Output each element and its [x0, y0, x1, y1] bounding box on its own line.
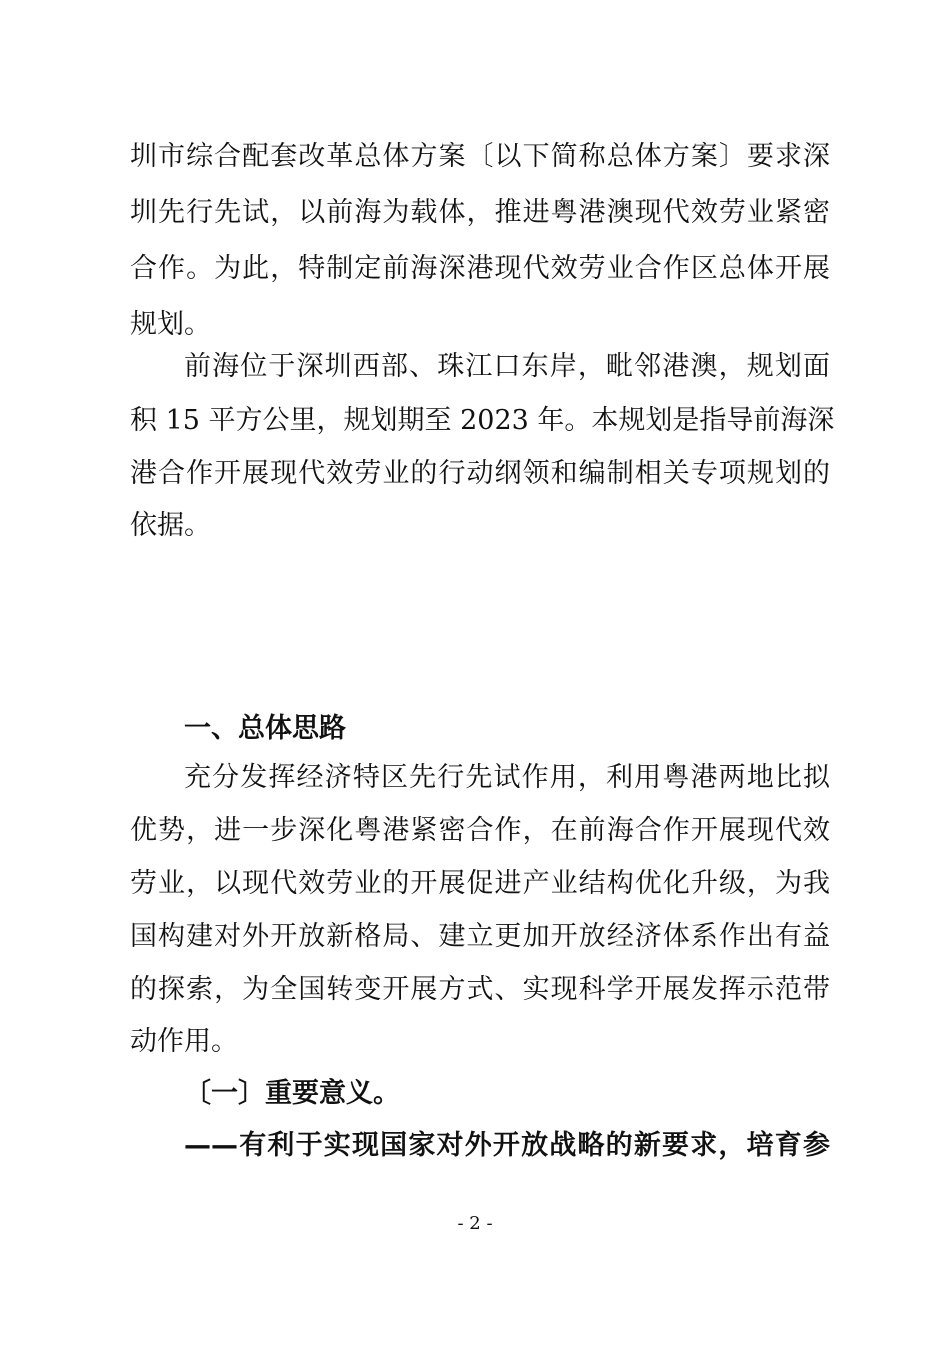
paragraph-line: 港合作开展现代效劳业的行动纲领和编制相关专项规划的	[130, 458, 830, 489]
paragraph-line: 动作用。	[130, 1026, 238, 1057]
paragraph-line: 圳先行先试，以前海为载体，推进粤港澳现代效劳业紧密	[130, 197, 830, 228]
bold-paragraph-line: ——有利于实现国家对外开放战略的新要求，培育参	[184, 1130, 830, 1161]
paragraph-line: 积 15 平方公里，规划期至 2023 年。本规划是指导前海深	[130, 405, 835, 436]
paragraph-line: 依据。	[130, 510, 211, 541]
paragraph-line: 国构建对外开放新格局、建立更加开放经济体系作出有益	[130, 921, 830, 952]
paragraph-line: 前海位于深圳西部、珠江口东岸，毗邻港澳，规划面	[184, 351, 830, 382]
paragraph-line: 充分发挥经济特区先行先试作用，利用粤港两地比拟	[184, 762, 830, 793]
paragraph-line: 合作。为此，特制定前海深港现代效劳业合作区总体开展	[130, 253, 830, 284]
paragraph-line: 优势，进一步深化粤港紧密合作，在前海合作开展现代效	[130, 815, 830, 846]
paragraph-line: 的探索，为全国转变开展方式、实现科学开展发挥示范带	[130, 974, 830, 1005]
page-number: - 2 -	[457, 1213, 493, 1234]
paragraph-line: 圳市综合配套改革总体方案〔以下简称总体方案〕要求深	[130, 141, 830, 172]
subsection-heading: 〔一〕重要意义。	[184, 1078, 400, 1109]
paragraph-line: 规划。	[130, 309, 211, 340]
paragraph-line: 劳业，以现代效劳业的开展促进产业结构优化升级，为我	[130, 868, 830, 899]
section-heading: 一、总体思路	[184, 713, 346, 744]
